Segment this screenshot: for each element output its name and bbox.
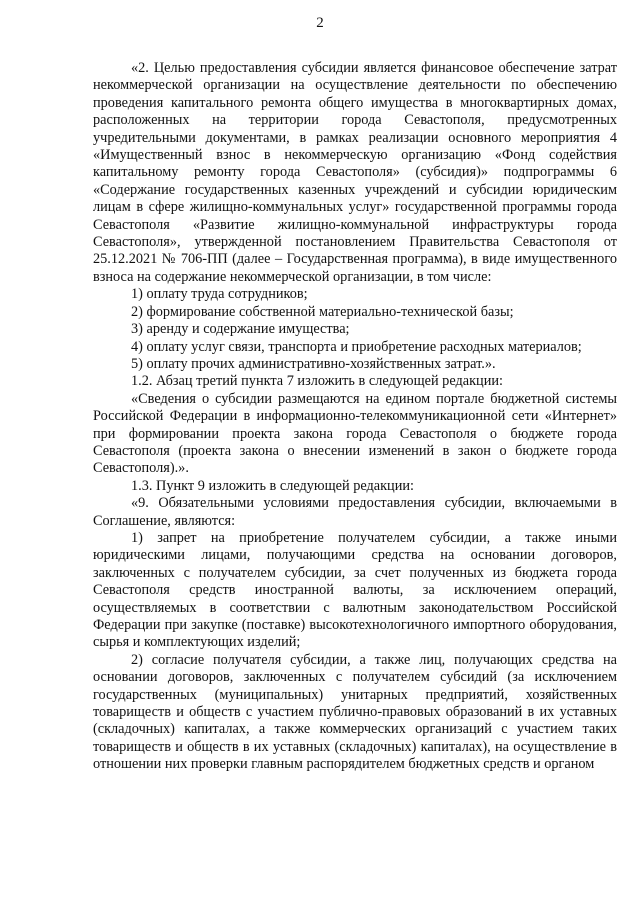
para-1-3: 1.3. Пункт 9 изложить в следующей редакции: bbox=[131, 477, 414, 494]
list-item-1: 1) оплату труда сотрудников; bbox=[131, 286, 308, 303]
para-info: «Сведения о субсидии размещаются на едином портале бюджетной системы Российской Федерации в информационно-телекоммуникационной сети «Интернет» при формировании проекта закона города Севастополя о бюджете города Севастополя (проекта закона о внесении изменений в закон о бюджете города Севастополя).». bbox=[93, 390, 617, 477]
document-body bbox=[93, 60, 617, 774]
para-9: «9. Обязательными условиями предоставления субсидии, включаемыми в Соглашение, являются: bbox=[93, 495, 617, 529]
condition-2: 2) согласие получателя субсидии, а также лиц, получающих средства на основании договоров, заключенных с получателем субсидий (за исключением государственных (муниципальных) унитарных предприятий, хозяйственных товариществ и обществ с участием публично-правовых образований в их уставных (складочных) капиталах, а также коммерческих организаций с участием таких товариществ и обществ в их уставных (складочных) капиталах), на осуществление в отношении них проверки главным распорядителем бюджетных средств и органом bbox=[93, 651, 617, 773]
list-item-5: 5) оплату прочих административно-хозяйственных затрат.». bbox=[131, 355, 496, 372]
list-item-3: 3) аренду и содержание имущества; bbox=[131, 321, 350, 338]
para-1-2: 1.2. Абзац третий пункта 7 изложить в следующей редакции: bbox=[131, 373, 503, 390]
list-item-4: 4) оплату услуг связи, транспорта и приобретение расходных материалов; bbox=[131, 338, 582, 355]
para-2-goal: «2. Целью предоставления субсидии является финансовое обеспечение затрат некоммерческой организации на осуществление деятельности по обеспечению проведения капитального ремонта общего имущества в многоквартирных домах, расположенных на территории города Севастополя, предусмотренных учредительными документами, в рамках реализации основного мероприятия 4 «Имущественный взнос в некоммерческую организацию «Фонд содействия капитальному ремонту города Севастополя» (субсидия)» подпрограммы 6 «Содержание государственных казенных учреждений и субсидии юридическим лицам в сфере жилищно-коммунальных услуг» государственной программы города Севастополя «Развитие жилищно-коммунальной инфраструктуры города Севастополя», утвержденной постановлением Правительства Севастополя от 25.12.2021 № 706-ПП (далее – Государственная программа), в виде имущественного взноса на содержание некоммерческой организации, в том числе: bbox=[93, 60, 617, 285]
page-number: 2 bbox=[316, 15, 324, 31]
list-item-2: 2) формирование собственной материально-технической базы; bbox=[131, 303, 514, 320]
condition-1: 1) запрет на приобретение получателем субсидии, а также иными юридическими лицами, получающими средства на основании договоров, заключенных с получателем субсидии, за счет полученных из бюджета города Севастополя средств иностранной валюты, за исключением операций, осуществляемых в соответствии с валютным законодательством Российской Федерации при закупке (поставке) высокотехнологичного импортного оборудования, сырья и комплектующих изделий; bbox=[93, 529, 617, 651]
